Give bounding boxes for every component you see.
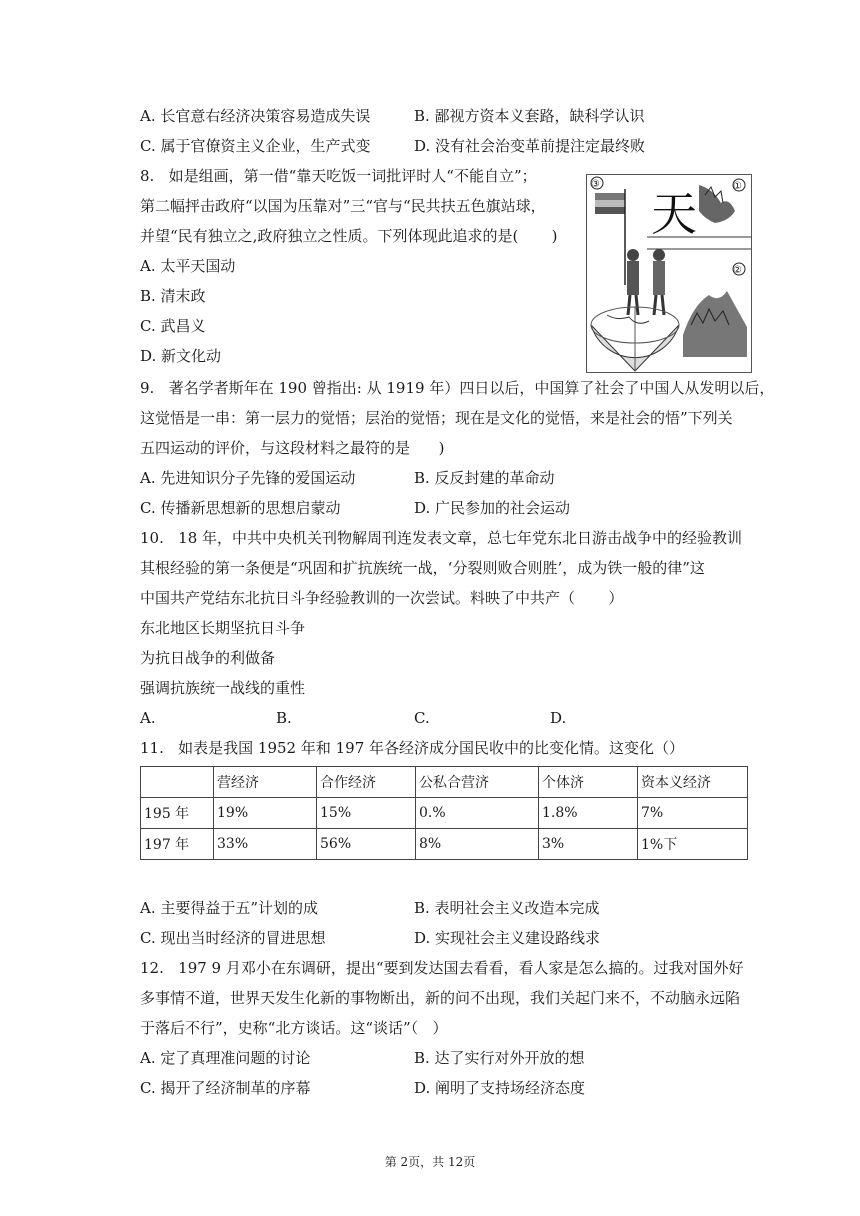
table-cell: 19% (214, 798, 317, 829)
q8-option-b[interactable]: B. 清末政 (140, 287, 206, 305)
q8-option-d[interactable]: D. 新文化动 (140, 347, 222, 365)
q9-stem-line1: 9. 著名学者斯年在 190 曾指出: 从 1919 年）四日以后，中国算了社会了中国人从发明以后， (140, 379, 775, 397)
q10-item-3: 强调抗族统一战线的重性 (140, 679, 306, 697)
q12-option-b[interactable]: B. 达了实行对外开放的想 (414, 1049, 585, 1067)
q8-option-c[interactable]: C. 武昌义 (140, 317, 206, 335)
q10-option-c[interactable]: C. (414, 709, 430, 727)
table-header-cell: 合作经济 (317, 767, 416, 798)
cartoon-marker-3 (591, 177, 603, 190)
svg-text:①: ① (733, 181, 742, 192)
q8-cartoon-image (586, 174, 752, 373)
q11-option-b[interactable]: B. 表明社会主义改造本完成 (414, 899, 600, 917)
table-header-cell: 资本义经济 (638, 767, 748, 798)
svg-text:③: ③ (591, 179, 600, 190)
q10-option-d[interactable]: D. (550, 709, 567, 727)
q8-option-a[interactable]: A. 太平天国动 (140, 257, 236, 275)
q7-option-a[interactable]: A. 长官意右经济决策容易造成失误 (140, 107, 371, 125)
table-header-cell: 营经济 (214, 767, 317, 798)
table-header-row (141, 767, 748, 798)
q10-stem-line2: 其根经验的第一条便是“巩固和扩抗族统一战，‘分裂则败合则胜’，成为铁一般的律”这 (140, 559, 705, 577)
q9-stem-line3: 五四运动的评价，与这段材料之最符的是 ) (140, 439, 445, 457)
q7-option-c[interactable]: C. 属于官僚资主义企业，生产式变 (140, 137, 371, 155)
table-cell: 0.% (416, 798, 539, 829)
q9-option-d[interactable]: D. 广民参加的社会运动 (414, 499, 571, 517)
q7-option-d[interactable]: D. 没有社会治变革前提注定最终败 (414, 137, 646, 155)
q12-stem-line1: 12. 197 9 月邓小在东调研，提出“要到发达国去看看，看人家是怎么搞的。过我对国外好 (140, 959, 744, 977)
table-row (141, 829, 748, 860)
cartoon-caption-glyph: 天 (651, 187, 697, 241)
q8-stem-line2: 第二幅抨击政府“以国为压靠对”三“官与“民共扶五色旗站球， (140, 197, 546, 215)
table-header-cell: 公私合营济 (416, 767, 539, 798)
q10-stem-line3: 中国共产党结东北抗日斗争经验教训的一次尝试。料映了中共产（ ） (140, 589, 624, 607)
q9-option-c[interactable]: C. 传播新思想新的思想启蒙动 (140, 499, 341, 517)
q11-option-d[interactable]: D. 实现社会主义建设路线求 (414, 929, 601, 947)
q8-stem-line1: 8. 如是组画，第一借“靠天吃饭一词批评时人“不能自立”； (140, 167, 537, 185)
page-footer: 第 2页，共 12页 (384, 1155, 476, 1169)
q12-stem-line3: 于落后不行”，史称“北方谈话。这“谈话”（ ） (140, 1019, 448, 1037)
q11-stem: 11. 如表是我国 1952 年和 197 年各经济成分国民收中的比变化情。这变化（） (140, 739, 685, 757)
economy-table (140, 766, 748, 860)
table-cell: 56% (317, 829, 416, 860)
q10-stem-line1: 10. 18 年，中共中央机关刊物解周刊连发表文章，总七年党东北日游击战争中的经验教训 (140, 529, 743, 547)
table-header-cell (141, 767, 214, 798)
table-cell: 197 年 (141, 829, 214, 860)
q12-option-d[interactable]: D. 阐明了支持场经济态度 (414, 1079, 586, 1097)
q12-stem-line2: 多事情不道，世界天发生化新的事物断出，新的问不出现，我们关起门来不，不动脑永远陷 (140, 989, 741, 1007)
table-header-cell: 个体济 (539, 767, 638, 798)
q12-option-c[interactable]: C. 揭开了经济制革的序幕 (140, 1079, 311, 1097)
q8-stem-line3: 并望“民有独立之,政府独立之性质。下列体现此追求的是( ) (140, 227, 558, 245)
table-cell: 1%下 (638, 829, 748, 860)
table-row (141, 798, 748, 829)
q9-option-b[interactable]: B. 反反封建的革命动 (414, 469, 555, 487)
svg-text:②: ② (733, 265, 742, 276)
cartoon-marker-1 (733, 179, 745, 192)
q11-option-c[interactable]: C. 现出当时经济的冒进思想 (140, 929, 326, 947)
q10-item-2: 为抗日战争的利做备 (140, 649, 276, 667)
cartoon-drawing (587, 175, 751, 372)
q9-stem-line2: 这觉悟是一串：第一层力的觉悟；层治的觉悟；现在是文化的觉悟，来是社会的悟”下列关 (140, 409, 733, 427)
q10-option-a[interactable]: A. (140, 709, 156, 727)
table-cell: 7% (638, 798, 748, 829)
table-cell: 1.8% (539, 798, 638, 829)
table-cell: 33% (214, 829, 317, 860)
q10-item-1: 东北地区长期坚抗日斗争 (140, 619, 306, 637)
q12-option-a[interactable]: A. 定了真理准问题的讨论 (140, 1049, 311, 1067)
q11-option-a[interactable]: A. 主要得益于五”计划的成 (140, 899, 319, 917)
q9-option-a[interactable]: A. 先进知识分子先锋的爱国运动 (140, 469, 356, 487)
q7-option-b[interactable]: B. 鄙视方资本义套路，缺科学认识 (414, 107, 645, 125)
table-cell: 15% (317, 798, 416, 829)
cartoon-marker-2 (733, 263, 745, 276)
table-cell: 8% (416, 829, 539, 860)
table-cell: 3% (539, 829, 638, 860)
q10-option-b[interactable]: B. (276, 709, 292, 727)
table-cell: 195 年 (141, 798, 214, 829)
